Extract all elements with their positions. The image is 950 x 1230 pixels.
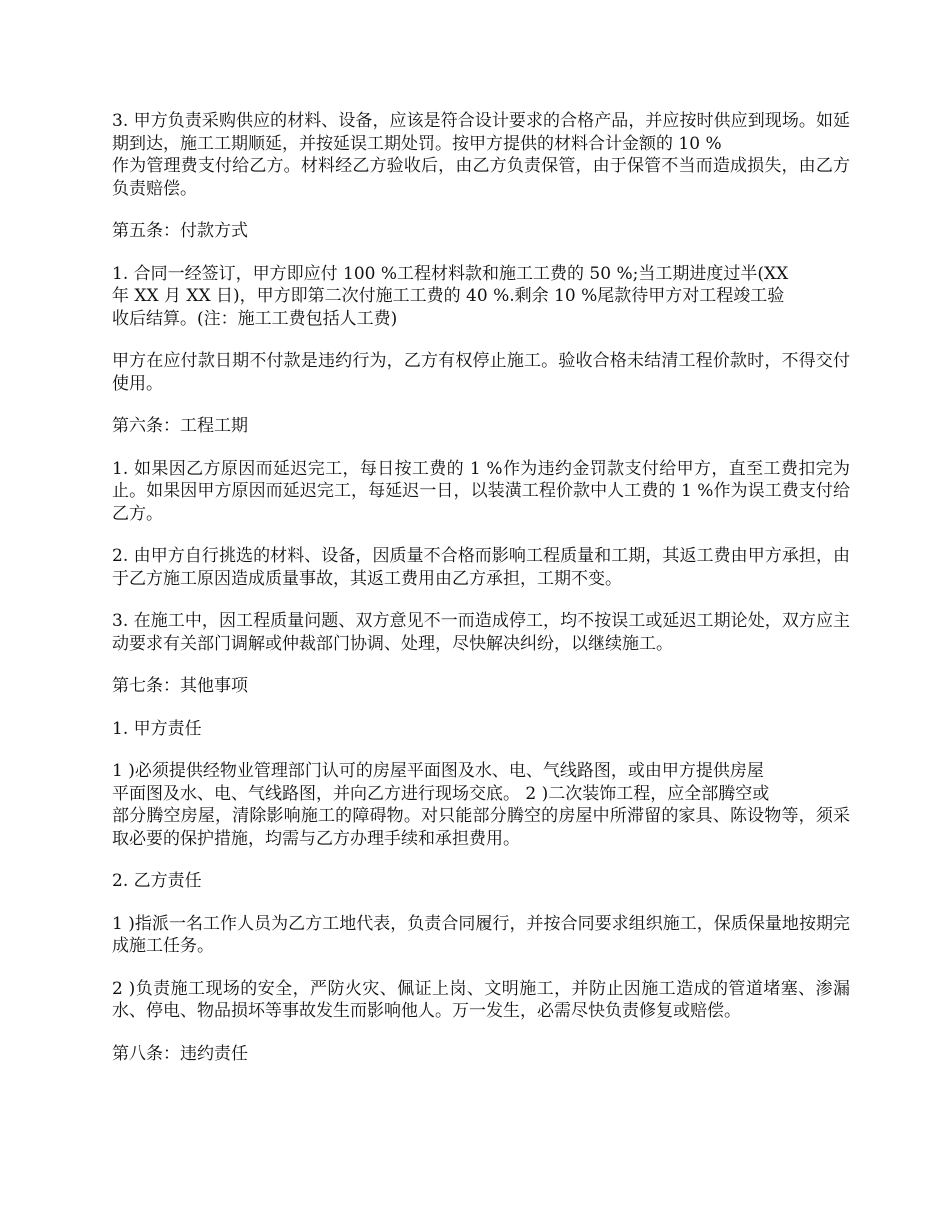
article-6-heading: 第六条：工程工期 — [112, 416, 248, 436]
clause-5-default-note: 甲方在应付款日期不付款是违约行为，乙方有权停止施工。验收合格未结清工程价款时，不得交付使用。 — [112, 351, 850, 394]
clause-6-item-3: 3. 在施工中，因工程质量问题、双方意见不一而造成停工，均不按误工或延迟工期论处，双方应主动要求有关部门调解或仲裁部门协调、处理，尽快解决纠纷，以继续施工。 — [112, 611, 850, 654]
clause-6-item-2: 2. 由甲方自行挑选的材料、设备，因质量不合格而影响工程质量和工期，其返工费由甲方承担，由于乙方施工原因造成质量事故，其返工费用由乙方承担，工期不变。 — [112, 546, 850, 589]
party-b-responsibility-heading: 2. 乙方责任 — [112, 871, 202, 891]
clause-6-item-1: 1. 如果因乙方原因而延迟完工，每日按工费的 1 %作为违约金罚款支付给甲方，直至工费扣完为止。如果因甲方原因而延迟完工，每延迟一日，以装潢工程价款中人工费的 1 %作为误工费支付给乙方。 — [112, 458, 850, 524]
article-7-heading: 第七条：其他事项 — [112, 676, 248, 696]
article-5-heading: 第五条：付款方式 — [112, 221, 248, 241]
party-a-responsibility-heading: 1. 甲方责任 — [112, 718, 202, 739]
clause-5-item-1: 1. 合同一经签订，甲方即应付 100 %工程材料款和施工工费的 50 %;当工期进度过半(XX 年 XX 月 XX 日)，甲方即第二次付施工工费的 40 %.剩余 10 %尾款待甲方对工程竣工验 收后结算。(注：施工工费包括人工费) — [112, 263, 789, 329]
clause-4-item-3: 3. 甲方负责采购供应的材料、设备，应该是符合设计要求的合格产品，并应按时供应到现场。如延期到达，施工工期顺延，并按延误工期处罚。按甲方提供的材料合计金额的 10 % 作为管理费支付给乙方。材料经乙方验收后，由乙方负责保管，由于保管不当而造成损失，由乙方负责赔偿。 — [112, 111, 850, 199]
party-b-responsibility-item-2: 2 )负责施工现场的安全，严防火灾、佩证上岗、文明施工，并防止因施工造成的管道堵塞、渗漏水、停电、物品损坏等事故发生而影响他人。万一发生，必需尽快负责修复或赔偿。 — [112, 978, 850, 1021]
party-a-responsibility-text: 1 )必须提供经物业管理部门认可的房屋平面图及水、电、气线路图，或由甲方提供房屋 平面图及水、电、气线路图，并向乙方进行现场交底。 2 )二次装饰工程，应全部腾空或 部分腾空房屋，清除影响施工的障碍物。对只能部分腾空的房屋中所滞留的家具、陈设物等，须采取必要的保护措施，均需与乙方办理手续和承担费用。 — [112, 761, 850, 849]
article-8-heading: 第八条：违约责任 — [112, 1043, 248, 1064]
party-b-responsibility-item-1: 1 )指派一名工作人员为乙方工地代表，负责合同履行，并按合同要求组织施工，保质保量地按期完成施工任务。 — [112, 913, 850, 956]
